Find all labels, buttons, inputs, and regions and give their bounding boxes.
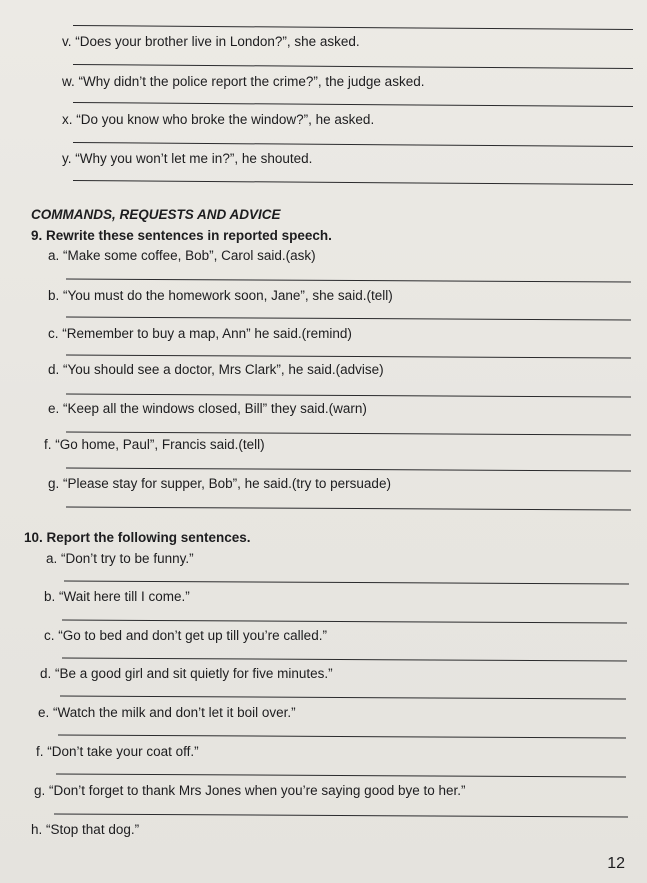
- item-letter: h.: [31, 822, 43, 837]
- page-number: 12: [607, 855, 625, 872]
- answer-line: [73, 142, 633, 147]
- item-text: “Stop that dog.”: [46, 822, 140, 837]
- item-text: “Make some coffee, Bob”, Carol said.(ask): [63, 248, 316, 263]
- item-text: “Don’t forget to thank Mrs Jones when you’re saying good bye to her.”: [49, 783, 466, 798]
- item-letter: a.: [48, 248, 60, 263]
- item-letter: x.: [62, 112, 73, 127]
- answer-line: [66, 468, 631, 472]
- item-v: [62, 34, 360, 50]
- ex10-item-d: [40, 666, 333, 682]
- item-x: [62, 112, 374, 128]
- answer-line: [73, 64, 633, 69]
- item-letter: y.: [62, 151, 72, 166]
- item-text: “Be a good girl and sit quietly for five minutes.”: [55, 666, 333, 681]
- ex9-item-b: [48, 288, 393, 304]
- item-text: “Do you know who broke the window?”, he asked.: [76, 112, 375, 127]
- answer-line: [60, 696, 626, 700]
- answer-line: [58, 735, 626, 739]
- item-letter: v.: [62, 34, 72, 49]
- item-text: “You should see a doctor, Mrs Clark”, he said.(advise): [63, 362, 384, 377]
- item-text: “Keep all the windows closed, Bill” they said.(warn): [63, 401, 367, 416]
- item-letter: d.: [48, 362, 60, 377]
- ex9-item-e: [48, 401, 367, 417]
- item-letter: b.: [48, 288, 60, 303]
- item-text: “Why you won’t let me in?”, he shouted.: [75, 151, 313, 166]
- item-text: “Does your brother live in London?”, she asked.: [75, 34, 360, 49]
- item-text: “Don’t take your coat off.”: [47, 744, 199, 759]
- ex10-item-h: [31, 822, 139, 838]
- ex9-item-d: [48, 362, 384, 378]
- answer-line: [66, 394, 631, 398]
- item-letter: f.: [36, 744, 44, 759]
- ex10-item-a: [46, 551, 194, 567]
- answer-line: [56, 774, 626, 778]
- answer-line: [62, 620, 627, 624]
- item-letter: a.: [46, 551, 58, 566]
- ex9-item-f: [44, 437, 265, 453]
- item-text: “Watch the milk and don’t let it boil over.”: [53, 705, 296, 720]
- item-text: “Don’t try to be funny.”: [61, 551, 194, 566]
- item-text: “Please stay for supper, Bob”, he said.(try to persuade): [63, 476, 391, 491]
- item-y: [62, 151, 312, 167]
- item-letter: g.: [34, 783, 46, 798]
- ex10-item-f: [36, 744, 199, 760]
- answer-line: [66, 507, 631, 511]
- item-letter: c.: [48, 326, 59, 341]
- item-letter: w.: [62, 74, 75, 89]
- answer-line: [64, 581, 629, 585]
- item-text: “Go home, Paul”, Francis said.(tell): [55, 437, 265, 452]
- answer-line: [66, 279, 631, 283]
- ex9-item-c: [48, 326, 352, 342]
- ex10-item-g: [34, 783, 466, 799]
- ex9-item-g: [48, 476, 391, 492]
- item-letter: e.: [38, 705, 50, 720]
- answer-line: [54, 813, 628, 817]
- ex10-item-b: [44, 589, 190, 605]
- item-letter: d.: [40, 666, 52, 681]
- ex10-item-c: [44, 628, 327, 644]
- answer-line: [73, 102, 633, 107]
- answer-line: [73, 180, 633, 185]
- answer-line: [66, 355, 631, 359]
- item-w: [62, 74, 424, 90]
- ex10-item-e: [38, 705, 296, 721]
- exercise-10-title: 10. Report the following sentences.: [24, 530, 251, 545]
- answer-line: [62, 658, 627, 662]
- item-letter: f.: [44, 437, 52, 452]
- ex9-item-a: [48, 248, 316, 264]
- answer-line: [66, 432, 631, 436]
- exercise-9-title: 9. Rewrite these sentences in reported speech.: [31, 228, 332, 243]
- item-letter: g.: [48, 476, 60, 491]
- item-text: “Why didn’t the police report the crime?”, the judge asked.: [78, 74, 425, 89]
- section-heading: COMMANDS, REQUESTS AND ADVICE: [31, 207, 281, 222]
- item-letter: e.: [48, 401, 60, 416]
- item-letter: c.: [44, 628, 55, 643]
- item-text: “Go to bed and don’t get up till you’re called.”: [58, 628, 327, 643]
- answer-line: [73, 25, 633, 30]
- answer-line: [66, 317, 631, 321]
- item-text: “Remember to buy a map, Ann” he said.(remind): [62, 326, 352, 341]
- item-text: “You must do the homework soon, Jane”, she said.(tell): [63, 288, 393, 303]
- item-letter: b.: [44, 589, 56, 604]
- item-text: “Wait here till I come.”: [59, 589, 190, 604]
